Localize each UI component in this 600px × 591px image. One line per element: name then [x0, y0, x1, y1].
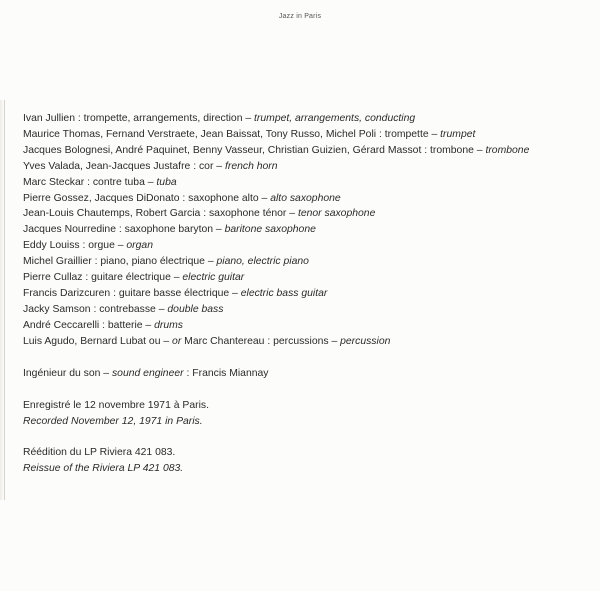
reissue-info	[23, 445, 583, 477]
engineer-fr: Ingénieur du son –	[23, 368, 112, 379]
credit-en: trombone	[485, 144, 530, 156]
recording-info	[23, 398, 583, 430]
recorded-fr: Enregistré le 12 novembre 1971 à Paris.	[23, 400, 209, 411]
recorded-en: Recorded November 12, 1971 in Paris.	[23, 415, 203, 427]
credit-en: baritone saxophone	[224, 224, 316, 236]
credit-line	[23, 159, 583, 175]
credit-en: french horn	[224, 160, 278, 172]
credit-en: electric guitar	[182, 272, 245, 284]
credit-fr: Eddy Louiss : orgue –	[23, 240, 127, 252]
credit-line	[23, 318, 583, 334]
credit-en: tenor saxophone	[297, 208, 376, 220]
credit-fr: Pierre Gossez, Jacques DiDonato : saxophone alto –	[23, 192, 271, 204]
credit-line	[23, 175, 583, 191]
credit-fr: Yves Valada, Jean-Jacques Justafre : cor –	[23, 160, 225, 172]
credit-en: trumpet	[440, 128, 476, 140]
credit-line	[23, 222, 583, 238]
credit-fr: Luis Agudo, Bernard Lubat ou –	[23, 335, 173, 347]
credit-fr: Pierre Cullaz : guitare électrique –	[23, 272, 183, 284]
credit-fr: Jacques Bolognesi, André Paquinet, Benny Vasseur, Christian Guizien, Gérard Massot : trombone –	[23, 144, 486, 156]
credit-line	[23, 191, 583, 207]
credit-fr: Ivan Jullien : trompette, arrangements, direction –	[23, 113, 255, 124]
credit-en: trumpet, arrangements, conducting	[254, 113, 416, 124]
credit-en: percussion	[340, 335, 391, 347]
reissue-fr: Réédition du LP Riviera 421 083.	[23, 447, 176, 458]
credit-fr: André Ceccarelli : batterie –	[23, 319, 155, 331]
credit-fr: Maurice Thomas, Fernand Verstraete, Jean Baissat, Tony Russo, Michel Poli : trompette –	[23, 128, 441, 140]
credit-line	[23, 111, 583, 127]
credit-line	[23, 143, 583, 159]
credit-fr: Francis Darizcuren : guitare basse électrique –	[23, 287, 241, 299]
engineer-en: sound engineer	[111, 368, 184, 379]
credit-line	[23, 127, 583, 143]
page-header-title: Jazz in Paris	[278, 13, 322, 20]
credit-en: electric bass guitar	[240, 287, 328, 299]
credit-fr: Michel Graillier : piano, piano électrique –	[23, 256, 217, 268]
credit-line	[23, 270, 583, 286]
credit-line	[23, 286, 583, 302]
personnel-list	[23, 111, 583, 350]
credit-line	[23, 302, 583, 318]
credit-line	[23, 238, 583, 254]
credit-line	[23, 334, 583, 350]
credit-en-or: or	[172, 335, 182, 347]
engineer-name: : Francis Miannay	[183, 368, 269, 379]
credit-line	[23, 254, 583, 270]
credit-en: organ	[126, 240, 153, 252]
credit-fr: Marc Steckar : contre tuba –	[23, 176, 157, 188]
credit-line	[23, 206, 583, 222]
credit-fr: Jean-Louis Chautemps, Robert Garcia : saxophone ténor –	[23, 208, 298, 220]
sound-engineer-credit	[23, 366, 583, 382]
credit-fr: Jacques Nourredine : saxophone baryton –	[23, 224, 225, 236]
reissue-en: Reissue of the Riviera LP 421 083.	[23, 462, 184, 474]
credit-en: drums	[154, 319, 183, 331]
credit-en: double bass	[167, 303, 224, 315]
page-edge-shadow	[0, 100, 5, 500]
credit-en: tuba	[156, 176, 177, 188]
credit-en: alto saxophone	[270, 192, 341, 204]
credit-fr-cont: Marc Chantereau : percussions –	[181, 335, 341, 347]
credit-en: piano, electric piano	[216, 256, 309, 268]
credit-fr: Jacky Samson : contrebasse –	[23, 303, 168, 315]
